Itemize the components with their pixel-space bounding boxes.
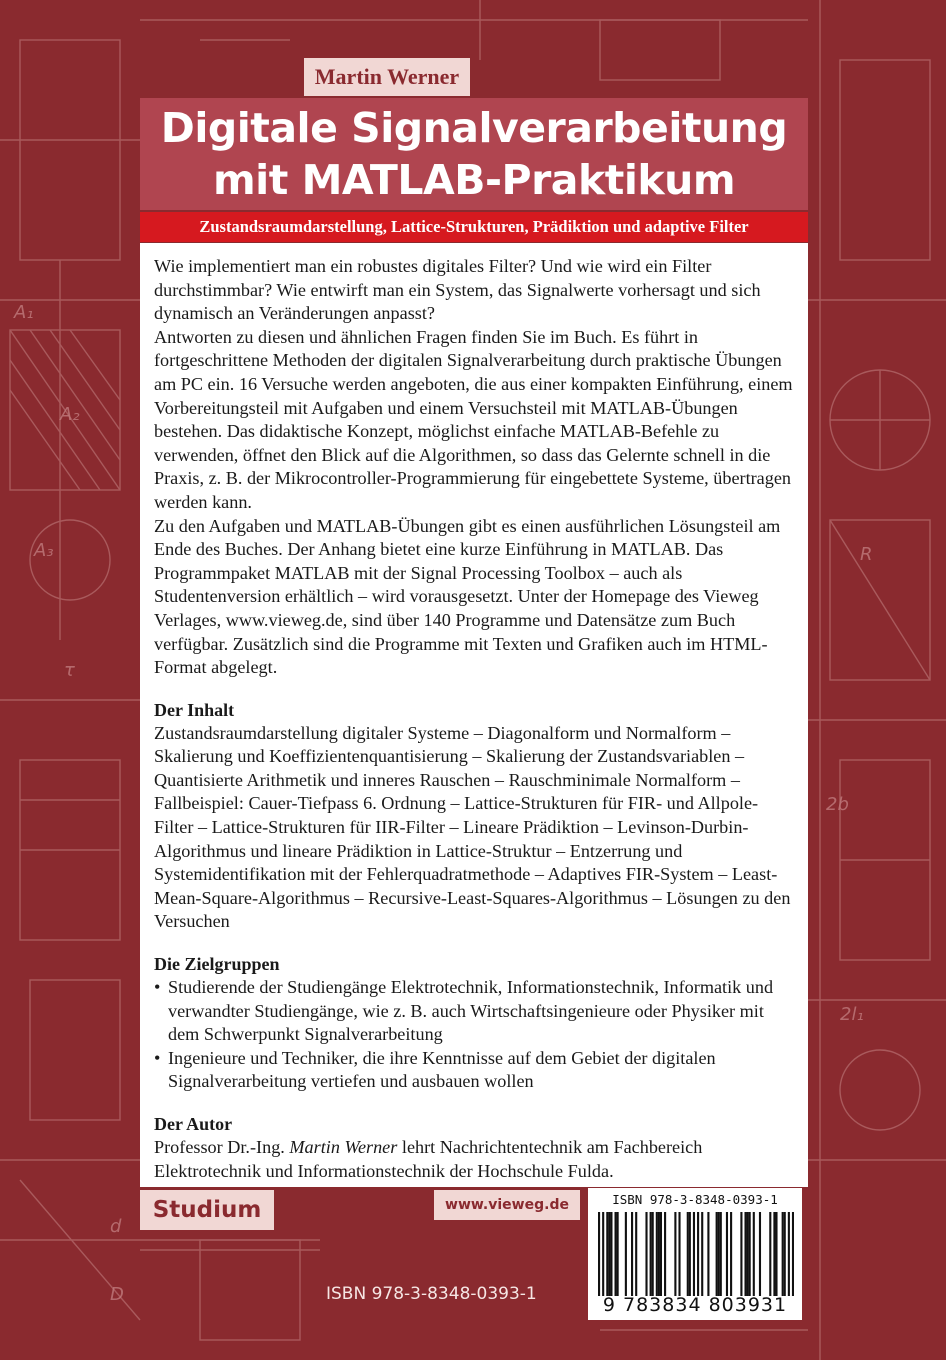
author-bio-prefix: Professor Dr.-Ing.: [154, 1137, 290, 1157]
bullet-marker: •: [154, 1047, 161, 1068]
description-paragraph-3: Zu den Aufgaben und MATLAB-Übungen gibt es einen ausführlichen Lösungsteil am Ende des Buches. Der Anhang bietet eine kurze Einführung in MATLAB. Das Programmpaket MATLAB mit der Signal Processing Toolbox – auch als Studentenversion erhältlich – wird vorausgesetzt. Unter der Homepage des Vieweg Verlages, www.vieweg.de, sind über 140 Programme und Datensätze zum Buch verfügbar. Zusätzlich sind die Programme mit Texten und Grafiken auch im HTML-Format abgelegt.: [154, 515, 781, 678]
barcode-bar: [598, 1212, 600, 1296]
barcode-bar: [769, 1212, 771, 1296]
barcode-bar: [631, 1212, 633, 1296]
ean-number: 9 783834 803931: [602, 1294, 788, 1316]
barcode-bar: [610, 1212, 612, 1296]
target-audience-item: [154, 976, 794, 1047]
barcode-bar: [773, 1212, 775, 1296]
barcode-bar: [678, 1212, 680, 1296]
barcode-bar: [602, 1212, 604, 1296]
author-name: Martin Werner: [304, 58, 470, 96]
barcode-bar: [740, 1212, 742, 1296]
publisher-website[interactable]: www.vieweg.de: [434, 1190, 580, 1220]
barcode-bar: [726, 1212, 728, 1296]
barcode-bar: [693, 1212, 695, 1296]
barcode-bar: [720, 1212, 722, 1296]
description-paragraph-2: Antworten zu diesen und ähnlichen Fragen finden Sie im Buch. Es führt in fortgeschrittene Methoden der digitalen Signalverarbeitung durch praktische Übungen am PC ein. 16 Versuche werden angeboten, die aus einer kompakten Einführung, einem Vorbereitungsteil mit Aufgaben und einem Versuchsteil mit MATLAB-Übungen bestehen. Das didaktische Konzept, möglichst einfache MATLAB-Befehle zu verwenden, öffnet den Blick auf die Algorithmen, so dass das Gelernte schnell in die Praxis, z. B. der Mikrocontroller-Programmierung für eingebettete Systeme, übertragen werden kann.: [154, 326, 793, 512]
contents-heading: Der Inhalt: [154, 699, 235, 720]
subtitle: Zustandsraumdarstellung, Lattice-Strukturen, Prädiktion und adaptive Filter: [140, 212, 808, 242]
svg-text:2b: 2b: [826, 794, 849, 815]
barcode-bar: [615, 1212, 617, 1296]
barcode-bar: [747, 1212, 749, 1296]
barcode-bar: [650, 1212, 652, 1296]
barcode-bar: [749, 1212, 751, 1296]
barcode-bar: [687, 1212, 689, 1296]
barcode-bar: [689, 1212, 691, 1296]
barcode-bar: [782, 1212, 784, 1296]
barcode-bar: [658, 1212, 660, 1296]
barcode-bar: [625, 1212, 627, 1296]
svg-text:A₁: A₁: [14, 302, 34, 323]
contents-text: Zustandsraumdarstellung digitaler Systeme – Diagonalform und Normalform – Skalierung und Koeffizientenquantisierung – Skalierung der Zustandsvariablen – Quantisierte Arithmetik und inneres Rauschen – Rauschminimale Normalform – Fallbeispiel: Cauer-Tiefpass 6. Ordnung – Lattice-Strukturen für FIR- und Allpole-Filter – Lattice-Strukturen für IIR-Filter – Lineare Prädiktion – Levinson-Durbin-Algorithmus und lineare Prädiktion in Lattice-Struktur – Entzerrung und Systemidentifikation mit der Fehlerquadratmethode – Adaptives FIR-System – Least-Mean-Square-Algorithmus – Recursive-Least-Squares-Algorithmus – Lösungen zu den Versuchen: [154, 722, 791, 932]
svg-text:d: d: [110, 1216, 122, 1237]
barcode-bar: [775, 1212, 777, 1296]
svg-text:A₃: A₃: [34, 540, 54, 561]
barcode-bar: [664, 1212, 666, 1296]
target-audience-text: Studierende der Studiengänge Elektrotechnik, Informationstechnik, Informatik und verwandter Studiengänge, wie z. B. auch Wirtschaftsingenieure oder Physiker mit dem Schwerpunkt Signalverarbeitung: [168, 977, 774, 1045]
barcode-bar: [617, 1212, 619, 1296]
barcode-bar: [656, 1212, 658, 1296]
target-audience-item: [154, 1047, 794, 1094]
isbn-top: ISBN 978-3-8348-0393-1: [612, 1192, 778, 1207]
barcode-bar: [606, 1212, 608, 1296]
barcode-bar: [753, 1212, 755, 1296]
barcode-bar: [652, 1212, 654, 1296]
barcode-bar: [608, 1212, 610, 1296]
isbn-bottom: ISBN 978-3-8348-0393-1: [326, 1284, 537, 1304]
barcode-bar: [730, 1212, 732, 1296]
author-bio-name: Martin Werner: [289, 1137, 398, 1157]
svg-text:D: D: [110, 1284, 124, 1305]
target-audience-heading: Die Zielgruppen: [154, 954, 280, 975]
barcode-bars: [598, 1212, 794, 1296]
barcode-bar: [759, 1212, 761, 1296]
barcode-bar: [701, 1212, 703, 1296]
barcode-bar: [744, 1212, 746, 1296]
author-bio: [154, 1136, 794, 1183]
title-line-1: Digitale Signalverarbeitung: [160, 104, 788, 152]
author-heading: Der Autor: [154, 1114, 233, 1134]
barcode-bar: [718, 1212, 720, 1296]
barcode-bar: [697, 1212, 699, 1296]
title-line-2: mit MATLAB-Praktikum: [212, 156, 736, 204]
svg-text:A₂: A₂: [60, 404, 80, 425]
svg-text:τ: τ: [64, 660, 75, 681]
barcode: [588, 1188, 802, 1320]
intro-paragraph: Wie implementiert man ein robustes digitales Filter? Und wie wird ein Filter durchstimmbar? Wie entwirft man ein System, das Signalwerte vorhersagt und sich dynamisch an Veränderungen anpasst?: [154, 256, 761, 324]
svg-text:R: R: [860, 544, 873, 565]
barcode-bar: [792, 1212, 794, 1296]
author-bio-suffix: lehrt Nachrichtentechnik am Fachbereich Elektrotechnik und Informationstechnik der Hochschule Fulda.: [154, 1137, 703, 1181]
barcode-bar: [784, 1212, 786, 1296]
barcode-bar: [674, 1212, 676, 1296]
svg-text:2l₁: 2l₁: [840, 1004, 864, 1025]
barcode-bar: [788, 1212, 790, 1296]
barcode-bar: [635, 1212, 637, 1296]
barcode-bar: [716, 1212, 718, 1296]
barcode-bar: [707, 1212, 709, 1296]
barcode-bar: [645, 1212, 647, 1296]
series-label: Studium: [140, 1190, 274, 1230]
description-panel: [140, 243, 808, 1187]
book-title: [140, 102, 808, 206]
target-audience-text: Ingenieure und Techniker, die ihre Kenntnisse auf dem Gebiet der digitalen Signalverarbeitung vertiefen und ausbauen wollen: [168, 1047, 716, 1092]
bullet-marker: •: [154, 977, 161, 998]
barcode-bar: [660, 1212, 662, 1296]
